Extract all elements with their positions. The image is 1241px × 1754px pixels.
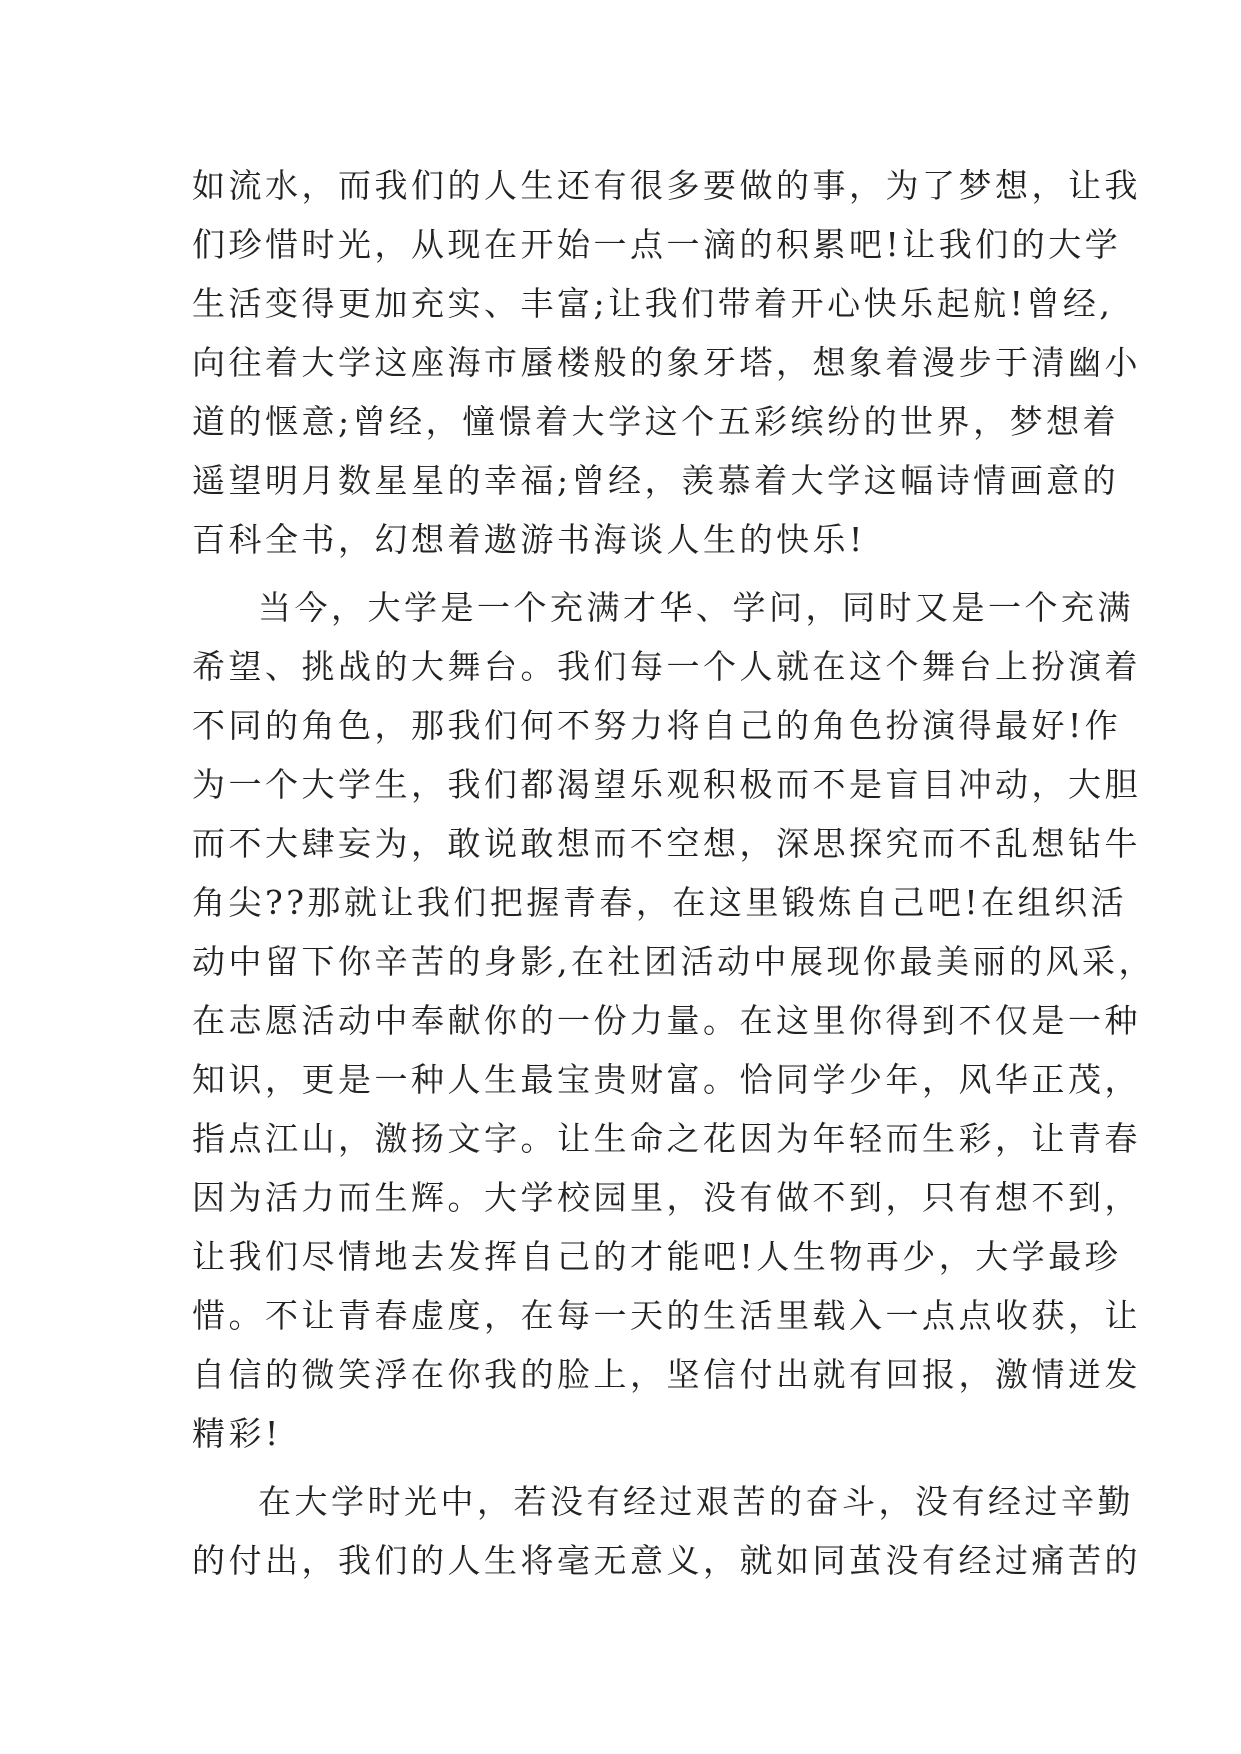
text-line: 遥望明月数星星的幸福;曾经，羡慕着大学这幅诗情画意的 xyxy=(192,461,1120,500)
text-line: 而不大肆妄为，敢说敢想而不空想，深思探究而不乱想钻牛 xyxy=(192,824,1141,863)
text-line: 如流水，而我们的人生还有很多要做的事，为了梦想，让我 xyxy=(192,166,1141,205)
paragraph-1 xyxy=(192,156,1141,569)
paragraph-3 xyxy=(192,1472,1141,1590)
text-line: 为一个大学生，我们都渴望乐观积极而不是盲目冲动，大胆 xyxy=(192,765,1141,804)
text-line: 道的惬意;曾经，憧憬着大学这个五彩缤纷的世界，梦想着 xyxy=(192,402,1120,441)
text-line: 向往着大学这座海市蜃楼般的象牙塔，想象着漫步于清幽小 xyxy=(192,343,1141,382)
text-line-first: 当今，大学是一个充满才华、学问，同时又是一个充满 xyxy=(258,588,1134,627)
document-body xyxy=(192,156,1155,1590)
text-line: 生活变得更加充实、丰富;让我们带着开心快乐起航!曾经, xyxy=(192,284,1114,323)
text-line: 自信的微笑浮在你我的脸上，坚信付出就有回报，激情迸发 xyxy=(192,1355,1141,1394)
text-line: 在志愿活动中奉献你的一份力量。在这里你得到不仅是一种 xyxy=(192,1001,1141,1040)
text-line: 百科全书，幻想着遨游书海谈人生的快乐! xyxy=(192,520,866,559)
text-line: 知识，更是一种人生最宝贵财富。恰同学少年，风华正茂， xyxy=(192,1060,1141,1099)
paragraph-2 xyxy=(192,578,1155,1463)
text-line: 因为活力而生辉。大学校园里，没有做不到，只有想不到， xyxy=(192,1178,1141,1217)
paragraph-spacing xyxy=(192,569,1072,578)
text-line: 指点江山，激扬文字。让生命之花因为年轻而生彩，让青春 xyxy=(192,1119,1141,1158)
text-line: 惜。不让青春虚度，在每一天的生活里载入一点点收获，让 xyxy=(192,1296,1141,1335)
text-line-first: 在大学时光中，若没有经过艰苦的奋斗，没有经过辛勤 xyxy=(258,1482,1134,1521)
paragraph-spacing xyxy=(192,1463,1072,1472)
text-line: 们珍惜时光，从现在开始一点一滴的积累吧!让我们的大学 xyxy=(192,225,1122,264)
text-line: 角尖??那就让我们把握青春，在这里锻炼自己吧!在组织活 xyxy=(192,883,1128,922)
text-line: 精彩! xyxy=(192,1414,282,1453)
text-line: 希望、挑战的大舞台。我们每一个人就在这个舞台上扮演着 xyxy=(192,647,1141,686)
text-line: 动中留下你辛苦的身影,在社团活动中展现你最美丽的风采， xyxy=(192,942,1155,981)
text-line: 让我们尽情地去发挥自己的才能吧!人生物再少，大学最珍 xyxy=(192,1237,1122,1276)
text-line: 不同的角色，那我们何不努力将自己的角色扮演得最好!作 xyxy=(192,706,1122,745)
text-line: 的付出，我们的人生将毫无意义，就如同茧没有经过痛苦的 xyxy=(192,1541,1141,1580)
